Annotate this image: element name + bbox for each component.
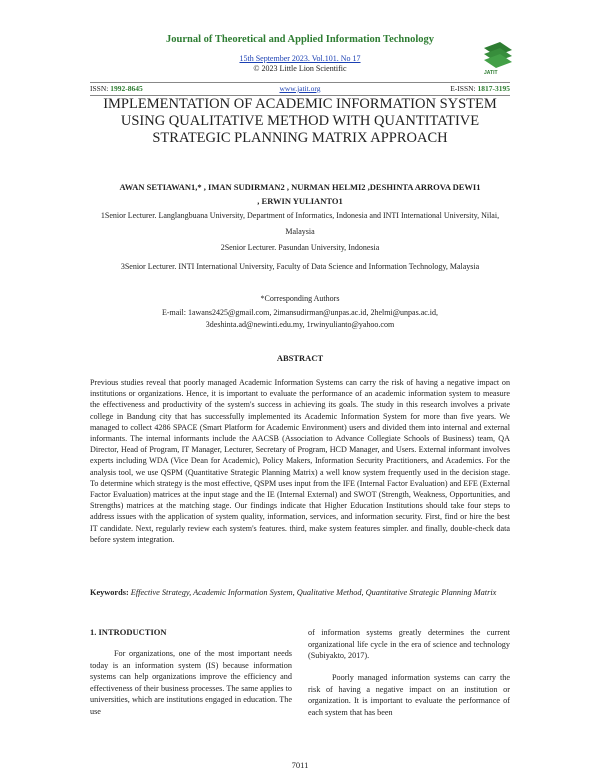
eissn [450, 83, 510, 95]
intro-column-left [90, 648, 292, 717]
issue-info[interactable]: 15th September 2023. Vol.101. No 17 [239, 54, 361, 63]
journal-title: Journal of Theoretical and Applied Information Technology [166, 34, 434, 45]
emails [90, 307, 510, 331]
keywords-label: Keywords: [90, 588, 129, 597]
authors-line-2: , ERWIN YULIANTO1 [257, 196, 343, 206]
intro-paragraph-1: For organizations, one of the most important needs today is an information system (IS) because information systems can help organizations improve the efficiency and effectiveness of their business processes. The same applies to universities, which are institutions engaged in education. The use [90, 649, 292, 716]
eissn-label: E-ISSN: [450, 84, 478, 93]
intro-paragraph-1-cont: of information systems greatly determines the current organizational life cycle in the era of science and technology (Subiyakto, 2017). [308, 628, 510, 660]
issn-value: 1992-8645 [110, 84, 143, 93]
authors-line-1: AWAN SETIAWAN1,* , IMAN SUDIRMAN2 , NURMAN HELMI2 ,DESHINTA ARROVA DEWI1 [119, 182, 481, 192]
emails-line-2: 3deshinta.ad@newinti.edu.my, 1rwinyulianto@yahoo.com [205, 320, 395, 329]
authors [90, 180, 510, 208]
section-heading-introduction: 1. INTRODUCTION [90, 627, 167, 637]
issn-label: ISSN: [90, 84, 111, 93]
website-link[interactable]: www.jatit.org [279, 84, 321, 93]
abstract-body: Previous studies reveal that poorly managed Academic Information Systems can carry the risk of having a negative impact on institutions or organizations. Hence, it is important to evaluate the performance of an academic information system to measure the effectiveness and productivity of the system's success in achieving its goals. The study in this research involves a private college in Bandung city that has successfully implemented its Academic Information System for more than five years. We managed to collect 4286 SPACE (Smart Platform for Academic Environment) users and divided them into internal and external informants. The internal informants include the AACSB (Association to Advance Collegiate Schools of Business) team, QA Director, Head of Program, IT Manager, Lecturer, Secretary of Program, HCD Manager, and Users. External informant involves experts including WDA (Vice Dean for Academic), Policy Makers, Information Security Practitioners, and Academics. For the analysis tool, we use QSPM (Quantitative Strategic Planning Matrix) a well know system frequently used in the decision stage. To determine which strategy is the most effective, QSPM uses input from the IFE (Internal Factor Evaluation) and EFE (External Factor Evaluation) matrices at the input stage and the IE (Internal External) and SWOT (Strength, Weakness, Opportunities, and Strengths) matrices at the matching stage. Our findings indicate that Higher Education Institutions should take four steps to address issues with the application of system quality, information, services, and information security. First, find or hire the best IT candidate. Next, regularly review each system's features. third, make system features simpler. and finally, double-check data before system integration. [90, 378, 510, 544]
intro-paragraph-2: Poorly managed information systems can carry the risk of having a negative impact on an institution or organization. It is important to evaluate the performance of each system that has been [308, 673, 510, 717]
keywords-list: Effective Strategy, Academic Information System, Qualitative Method, Quantitative Strategic Planning Matrix [130, 588, 497, 597]
affiliation-3: 3Senior Lecturer. INTI International University, Faculty of Data Science and Information Technology, Malaysia [120, 262, 480, 271]
page-number: 7011 [291, 760, 309, 770]
affiliation-1: 1Senior Lecturer. Langlangbuana University, Department of Informatics, Indonesia and INTI International University, Nilai, Malaysia [100, 211, 500, 236]
corresponding-authors: *Corresponding Authors [260, 294, 340, 303]
affiliation-2: 2Senior Lecturer. Pasundan University, Indonesia [220, 243, 380, 252]
abstract-heading: ABSTRACT [276, 353, 324, 363]
emails-line-1: E-mail: 1awans2425@gmail.com, 2imansudirman@unpas.ac.id, 2helmi@unpas.ac.id, [161, 308, 439, 317]
intro-column-right-bottom [308, 672, 510, 718]
issn-bar [90, 82, 510, 96]
keywords [90, 587, 510, 598]
logo-label: JATIT [484, 70, 498, 76]
eissn-value: 1817-3195 [477, 84, 510, 93]
paper-title: IMPLEMENTATION OF ACADEMIC INFORMATION SYSTEM USING QUALITATIVE METHOD WITH QUANTITATIVE STRATEGIC PLANNING MATRIX APPROACH [103, 96, 497, 146]
copyright: © 2023 Little Lion Scientific [253, 64, 347, 73]
intro-column-right-top [308, 627, 510, 662]
